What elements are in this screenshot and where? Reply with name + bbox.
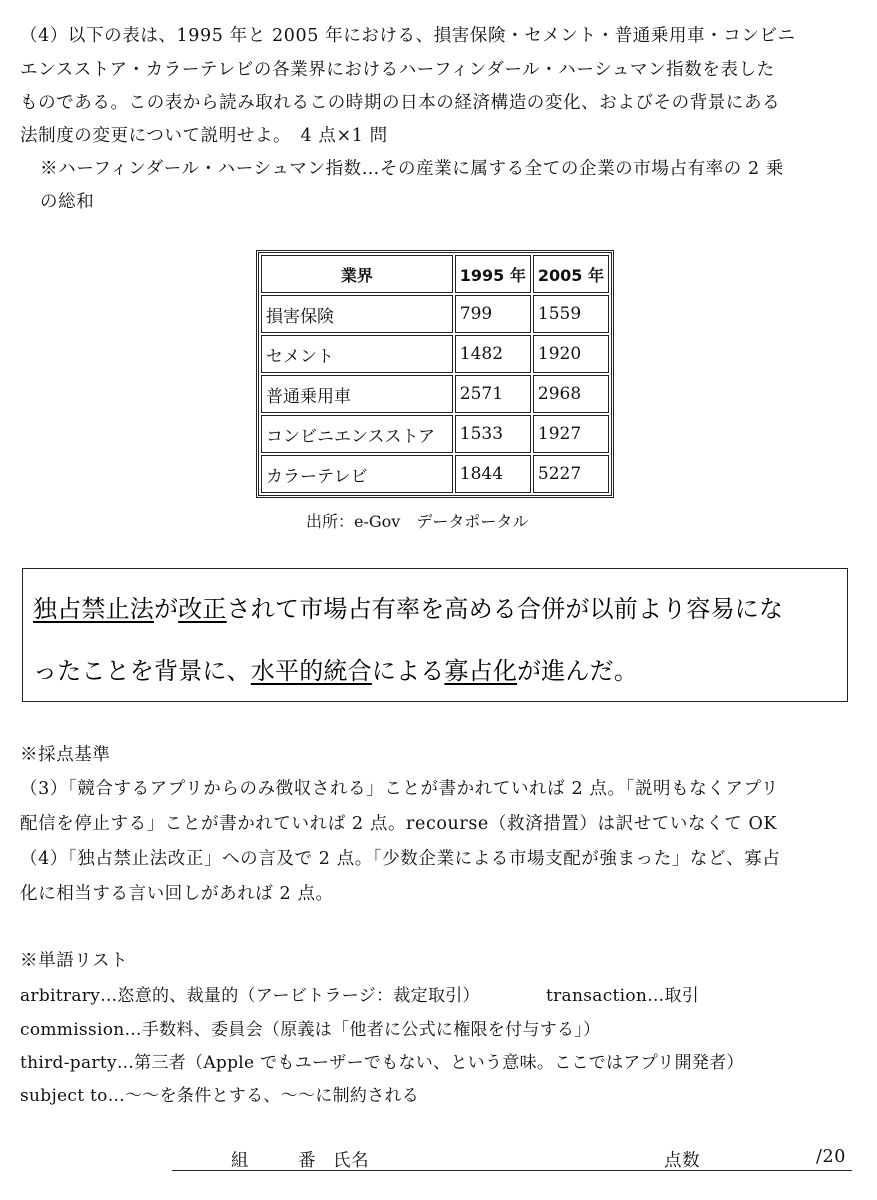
table-row: [261, 415, 609, 453]
value-2005-cell: 1927: [533, 415, 609, 453]
value-1995-cell: 1844: [455, 455, 531, 493]
question-line-4: 法制度の変更について説明せよ。 4 点×1 問: [20, 126, 388, 146]
grading-title: ※採点基準: [20, 745, 111, 765]
value-2005-cell: 5227: [533, 455, 609, 493]
answer-text: が: [154, 595, 179, 623]
header-1995: 1995 年: [455, 255, 531, 293]
question-line-1: （4）以下の表は、1995 年と 2005 年における、損害保険・セメント・普通乗用車・コンビニ: [20, 26, 796, 46]
vocab-line-1a: arbitrary…恣意的、裁量的（アービトラージ：裁定取引）: [20, 986, 480, 1006]
answer-underlined-oligopolization: 寡占化: [444, 657, 518, 685]
question-line-2: エンスストア・カラーテレビの各業界におけるハーフィンダール・ハーシュマン指数を表した: [20, 60, 775, 80]
footer-name-label: 氏名: [333, 1151, 370, 1171]
answer-line-1: [33, 589, 783, 624]
answer-line-2: [33, 651, 638, 686]
table-row: [261, 335, 609, 373]
grading-line-3: （4）「独占禁止法改正」への言及で 2 点。「少数企業による市場支配が強まった」など、寡占: [20, 849, 781, 869]
value-2005-cell: 1920: [533, 335, 609, 373]
answer-text: されて市場占有率を高める合併が以前より容易にな: [226, 595, 784, 623]
value-1995-cell: 799: [455, 295, 531, 333]
industry-cell: セメント: [261, 335, 453, 373]
value-1995-cell: 1533: [455, 415, 531, 453]
table-row: [261, 295, 609, 333]
answer-box: [22, 568, 848, 702]
footer-score-total: /20: [816, 1147, 846, 1167]
grading-line-4: 化に相当する言い回しがあれば 2 点。: [20, 884, 334, 904]
answer-underlined-antimonopoly-law: 独占禁止法: [33, 595, 154, 623]
footer-class-label: 組: [231, 1151, 250, 1171]
question-line-3: ものである。この表から読み取れるこの時期の日本の経済構造の変化、およびその背景にある: [20, 93, 781, 113]
industry-cell: カラーテレビ: [261, 455, 453, 493]
vocab-line-4: subject to…～～を条件とする、～～に制約される: [20, 1086, 420, 1106]
table-header-row: [261, 255, 609, 293]
answer-text: による: [371, 657, 445, 685]
vocab-line-3: third-party…第三者（Apple でもユーザーでもない、という意味。ここではアプリ開発者）: [20, 1053, 744, 1073]
industry-cell: コンビニエンスストア: [261, 415, 453, 453]
footer-number-label: 番: [298, 1151, 317, 1171]
industry-cell: 普通乗用車: [261, 375, 453, 413]
table-row: [261, 455, 609, 493]
hhi-note-line-1: ※ハーフィンダール・ハーシュマン指数…その産業に属する全ての企業の市場占有率の 2 乗: [40, 159, 785, 179]
vocab-line-1b: transaction…取引: [546, 986, 700, 1006]
table-row: [261, 375, 609, 413]
grading-line-1: （3）「競合するアプリからのみ徴収される」ことが書かれていれば 2 点。「説明もなくアプリ: [20, 779, 779, 799]
footer-score-label: 点数: [664, 1151, 701, 1171]
industry-cell: 損害保険: [261, 295, 453, 333]
table-source: 出所：e-Gov データポータル: [306, 512, 529, 531]
value-1995-cell: 2571: [455, 375, 531, 413]
hhi-table: [256, 250, 614, 498]
vocab-title: ※単語リスト: [20, 951, 129, 971]
value-2005-cell: 2968: [533, 375, 609, 413]
grading-line-2: 配信を停止する」ことが書かれていれば 2 点。recourse（救済措置）は訳せていなくて OK: [20, 814, 778, 834]
vocab-line-2: commission…手数料、委員会（原義は「他者に公式に権限を付与する」）: [20, 1020, 601, 1040]
answer-underlined-revision: 改正: [178, 595, 227, 623]
value-1995-cell: 1482: [455, 335, 531, 373]
answer-text: ったことを背景に、: [33, 657, 251, 685]
header-2005: 2005 年: [533, 255, 609, 293]
answer-underlined-horizontal-integration: 水平的統合: [250, 657, 372, 685]
hhi-note-line-2: の総和: [40, 192, 95, 212]
footer-rule: [172, 1170, 852, 1171]
header-industry: 業界: [261, 255, 453, 293]
value-2005-cell: 1559: [533, 295, 609, 333]
answer-text: が進んだ。: [517, 657, 639, 685]
